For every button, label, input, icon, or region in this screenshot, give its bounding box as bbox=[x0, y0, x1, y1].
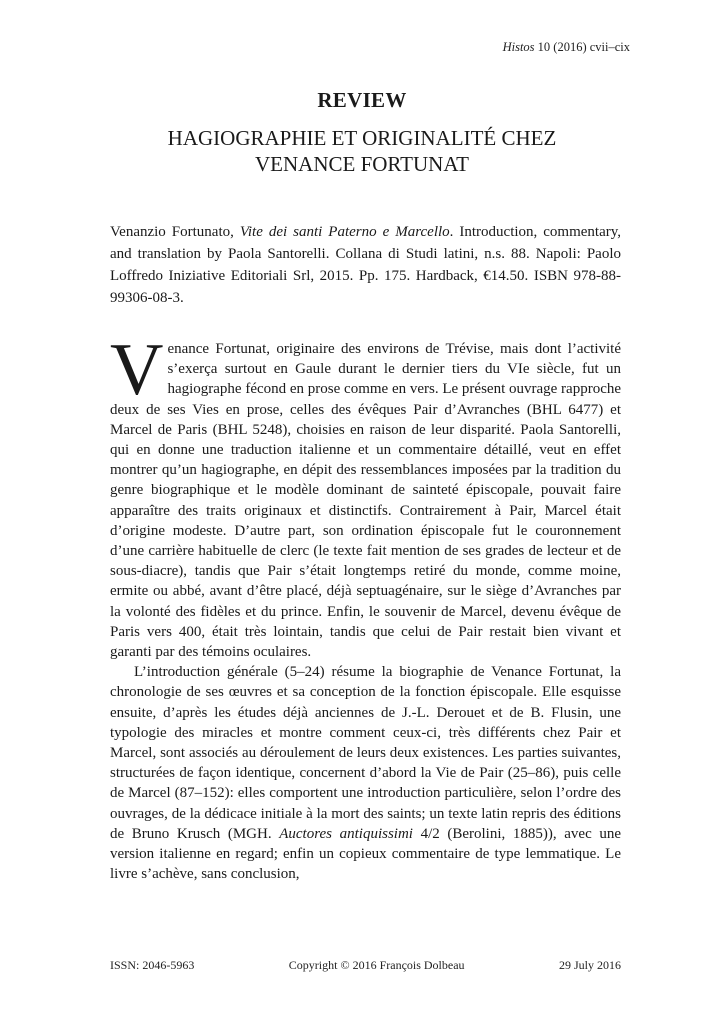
journal-name: Histos bbox=[502, 40, 535, 54]
citation-details: . Introduction, commentary, and translation by Paola Santorelli. Collana di Studi latini, n.s. 88. Napoli: Paolo Loffredo Iniziative Editoriali Srl, 2015. Pp. 175. Hardback, €14.50. ISBN 978-88-99306-08-3. bbox=[110, 224, 621, 306]
book-citation bbox=[110, 221, 621, 309]
footer-copyright: Copyright © 2016 François Dolbeau bbox=[288, 958, 465, 972]
paragraph-1 bbox=[110, 329, 622, 662]
article-title bbox=[0, 125, 724, 177]
volume-info: 10 (2016) cvii–cix bbox=[537, 40, 630, 54]
review-body bbox=[110, 329, 622, 884]
article-title-line-2: VENANCE FORTUNAT bbox=[255, 152, 469, 176]
title-block bbox=[0, 88, 724, 177]
page-footer bbox=[110, 958, 621, 973]
drop-cap: V bbox=[110, 329, 164, 411]
running-head bbox=[503, 40, 630, 55]
footer-issn: ISSN: 2046-5963 bbox=[110, 958, 195, 972]
paragraph-1-text: enance Fortunat, originaire des environs de Trévise, mais dont l’activité s’exerça surtout en Gaule durant le dernier tiers du VIe siècle, fut un hagiographe fécond en prose comme en vers. Le présent ouvrage rapproche deux de ses Vies en prose, celles des évêques Pair d’Avranches (BHL 6477) et Marcel de Paris (BHL 5248), choisies en raison de leur disparité. Paola Santorelli, qui en donne une traduction italienne et un commentaire détaillé, veut en effet montrer qu’un hagiographe, en dépit des ressemblances imposées par la tradition du genre biographique et le modèle dominant de sainteté épiscopale, pouvait faire apparaître des traits originaux et distinctifs. Contrairement à Pair, Marcel était d’origine modeste. D’autre part, son ordination épiscopale fut le couronnement d’une carrière habituelle de clerc (le texte fait mention de ses grades de lecteur et de sous-diacre), tandis que Pair s’était longtemps retiré du monde, comme moine, ermite ou abbé, avant d’être placé, déjà septuagénaire, sur le siège d’Avranches par la volonté des fidèles et du prince. Enfin, le souvenir de Marcel, devenu évêque de Paris vers 400, était très lointain, tandis que celui de Pair restait bien vivant et garanti par des témoins oculaires. bbox=[110, 341, 622, 661]
paragraph-2-text-a: L’introduction générale (5–24) résume la biographie de Venance Fortunat, la chronologie de ses œuvres et sa conception de la fonction épiscopale. Elle esquisse ensuite, d’après les études déjà anciennes de J.-L. Derouet et de B. Flusin, une typologie des miracles et montre comment ceux-ci, très différents chez Pair et Marcel, sont associés au déroulement de leurs deux existences. Les parties suivantes, structurées de façon identique, concernent d’abord la Vie de Pair (25–86), puis celle de Marcel (87–152): elles comportent une introduction particulière, selon l’ordre des ouvrages, de la dédicace initiale à la mort des saints; un texte latin repris des éditions de Bruno Krusch (MGH. bbox=[110, 664, 621, 842]
paragraph-2 bbox=[110, 662, 621, 884]
paragraph-2-text-b: 4/2 (Berolini, 1885)), avec une version italienne en regard; enfin un copieux commentaire de type lemmatique. Le livre s’achève, sans conclusion, bbox=[110, 825, 621, 883]
citation-book-title: Vite dei santi Paterno e Marcello bbox=[239, 224, 450, 240]
article-title-line-1: HAGIOGRAPHIE ET ORIGINALITÉ CHEZ bbox=[167, 126, 557, 150]
citation-author: Venanzio Fortunato, bbox=[110, 224, 240, 240]
paragraph-2-italic-title: Auctores antiquissimi bbox=[279, 825, 413, 842]
section-heading: REVIEW bbox=[317, 88, 407, 112]
footer-date: 29 July 2016 bbox=[558, 958, 621, 972]
